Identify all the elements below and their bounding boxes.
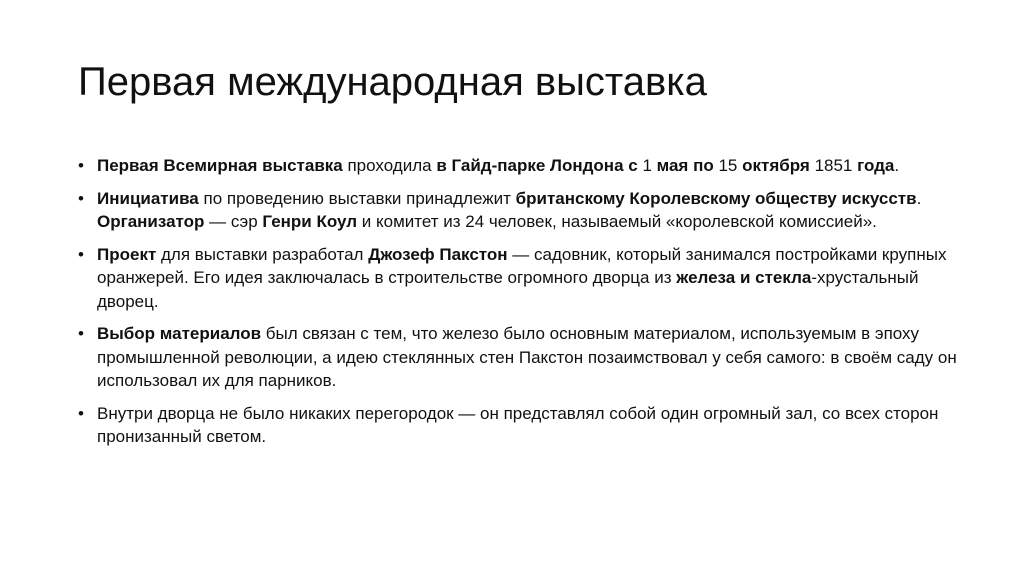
bold-text-run: Генри Коул — [262, 212, 358, 231]
text-run: . — [916, 188, 922, 208]
bullet-text — [97, 189, 921, 232]
bullet-text — [97, 324, 957, 390]
bullet-icon: • — [78, 156, 84, 175]
bold-text-run: в Гайд-парке Лондона с — [436, 156, 643, 175]
slide-title: Первая международная выставка — [78, 60, 707, 104]
bullet-icon: • — [78, 324, 84, 343]
bullet-item-4 — [78, 322, 958, 393]
bullet-icon: • — [78, 403, 84, 423]
text-run: проходила — [342, 156, 437, 175]
text-run: по проведению выставки принадлежит — [198, 188, 516, 208]
bold-text-run: октября — [737, 156, 815, 175]
bullet-icon: • — [78, 244, 84, 264]
bold-text-run: Выбор материалов — [97, 324, 262, 343]
text-run: и комитет из 24 человек, называемый «королевской комиссией». — [357, 212, 877, 231]
bold-text-run: железа и стекла — [676, 268, 812, 287]
bullet-text — [97, 245, 946, 311]
bold-text-run: Джозеф Пакстон — [368, 244, 508, 264]
text-run: 15 — [718, 156, 738, 175]
text-run: 1 — [642, 156, 652, 175]
bold-text-run: британскому Королевскому обществу искусств — [515, 188, 917, 208]
bold-text-run: Организатор — [97, 212, 205, 231]
bold-text-run: года — [852, 156, 895, 175]
bullet-list — [78, 154, 958, 458]
text-run: Внутри дворца не было никаких перегородок — он представлял собой один огромный зал, со всех сторон пронизанный светом. — [97, 403, 939, 446]
bullet-item-2 — [78, 187, 958, 234]
bold-text-run: Проект — [97, 244, 157, 264]
text-run: — садовник, который занимался постройками крупных оранжерей. Его идея заключалась в строительстве огромного дворца из — [97, 244, 947, 287]
text-run: для выставки разработал — [156, 244, 369, 264]
bullet-icon: • — [78, 188, 84, 208]
bullet-text — [97, 404, 938, 447]
text-run: 1851 — [814, 156, 853, 175]
bullet-text — [97, 156, 899, 175]
bullet-item-1 — [78, 154, 958, 178]
bold-text-run: мая по — [651, 156, 719, 175]
bold-text-run: Инициатива — [97, 188, 199, 208]
bullet-item-5 — [78, 402, 958, 449]
text-run: был связан с тем, что железо было основным материалом, используемым в эпоху промышленной революции, а идею стеклянных стен Пакстон позаимствовал у себя самого: в своём саду он использовал их для парников. — [97, 324, 957, 390]
text-run: — сэр — [204, 212, 263, 231]
bullet-item-3 — [78, 243, 958, 314]
text-run: . — [894, 156, 900, 175]
text-run: -хрустальный дворец. — [97, 268, 919, 311]
bold-text-run: Первая Всемирная выставка — [97, 156, 343, 175]
